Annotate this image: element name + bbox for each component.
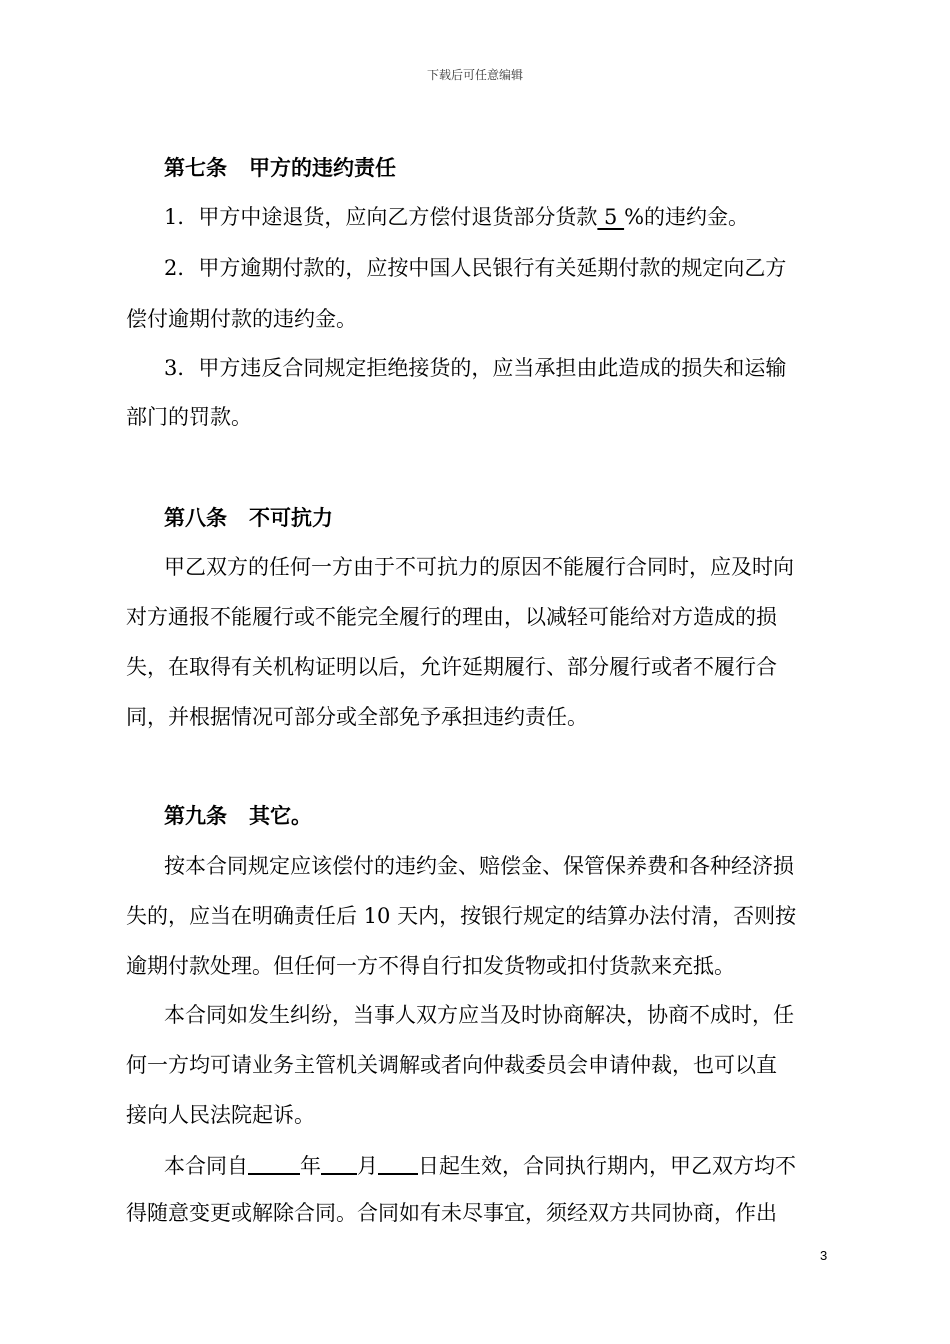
article-7-title: 甲方的违约责任	[249, 156, 396, 180]
article-8-title: 不可抗力	[249, 506, 333, 530]
article-8-number: 第八条	[164, 506, 227, 530]
article-7-item-2-line-1: 2．甲方逾期付款的，应按中国人民银行有关延期付款的规定向乙方	[164, 256, 787, 280]
month-blank	[321, 1151, 357, 1175]
penalty-percent-value: 5	[597, 205, 625, 229]
article-9-p2-line-2: 何一方均可请业务主管机关调解或者向仲裁委员会申请仲裁，也可以直	[126, 1053, 777, 1077]
article-9-p1-line-1: 按本合同规定应该偿付的违约金、赔偿金、保管保养费和各种经济损	[164, 854, 794, 878]
article-8-line-3: 失，在取得有关机构证明以后，允许延期履行、部分履行或者不履行合	[126, 655, 777, 679]
article-8-line-2: 对方通报不能履行或不能完全履行的理由，以减轻可能给对方造成的损	[126, 605, 777, 629]
page-number: 3	[820, 1248, 828, 1263]
article-8-line-4: 同，并根据情况可部分或全部免予承担违约责任。	[126, 705, 588, 729]
year-blank	[248, 1151, 300, 1175]
article-9-p3-line-1: 本合同自 年 月 日起生效，合同执行期内，甲乙双方均不	[164, 1151, 796, 1180]
article-7-number: 第七条	[164, 156, 227, 180]
article-7-item-3-line-2: 部门的罚款。	[126, 405, 252, 429]
article-9-p1-line-2: 失的，应当在明确责任后 10 天内，按银行规定的结算办法付清，否则按	[126, 904, 797, 928]
article-9-p3-line-2: 得随意变更或解除合同。合同如有未尽事宜，须经双方共同协商，作出	[126, 1201, 777, 1225]
article-9-p1-line-3: 逾期付款处理。但任何一方不得自行扣发货物或扣付货款来充抵。	[126, 954, 735, 978]
article-7-item-1: 1．甲方中途退货，应向乙方偿付退货部分货款 5 %的违约金。	[164, 205, 750, 229]
article-9-p2-line-3: 接向人民法院起诉。	[126, 1103, 315, 1127]
article-7-item-2-line-2: 偿付逾期付款的违约金。	[126, 307, 357, 331]
article-8-line-1: 甲乙双方的任何一方由于不可抗力的原因不能履行合同时，应及时向	[164, 555, 794, 579]
article-7-item-3-line-1: 3．甲方违反合同规定拒绝接货的，应当承担由此造成的损失和运输	[164, 356, 787, 380]
article-9-heading	[164, 802, 312, 830]
article-9-title: 其它。	[249, 804, 312, 828]
article-9-p2-line-1: 本合同如发生纠纷，当事人双方应当及时协商解决，协商不成时，任	[164, 1003, 794, 1027]
article-9-number: 第九条	[164, 804, 227, 828]
page-header-note: 下载后可任意编辑	[426, 68, 523, 82]
article-7-heading	[164, 154, 396, 182]
article-8-heading	[164, 504, 333, 532]
day-blank	[378, 1151, 418, 1175]
